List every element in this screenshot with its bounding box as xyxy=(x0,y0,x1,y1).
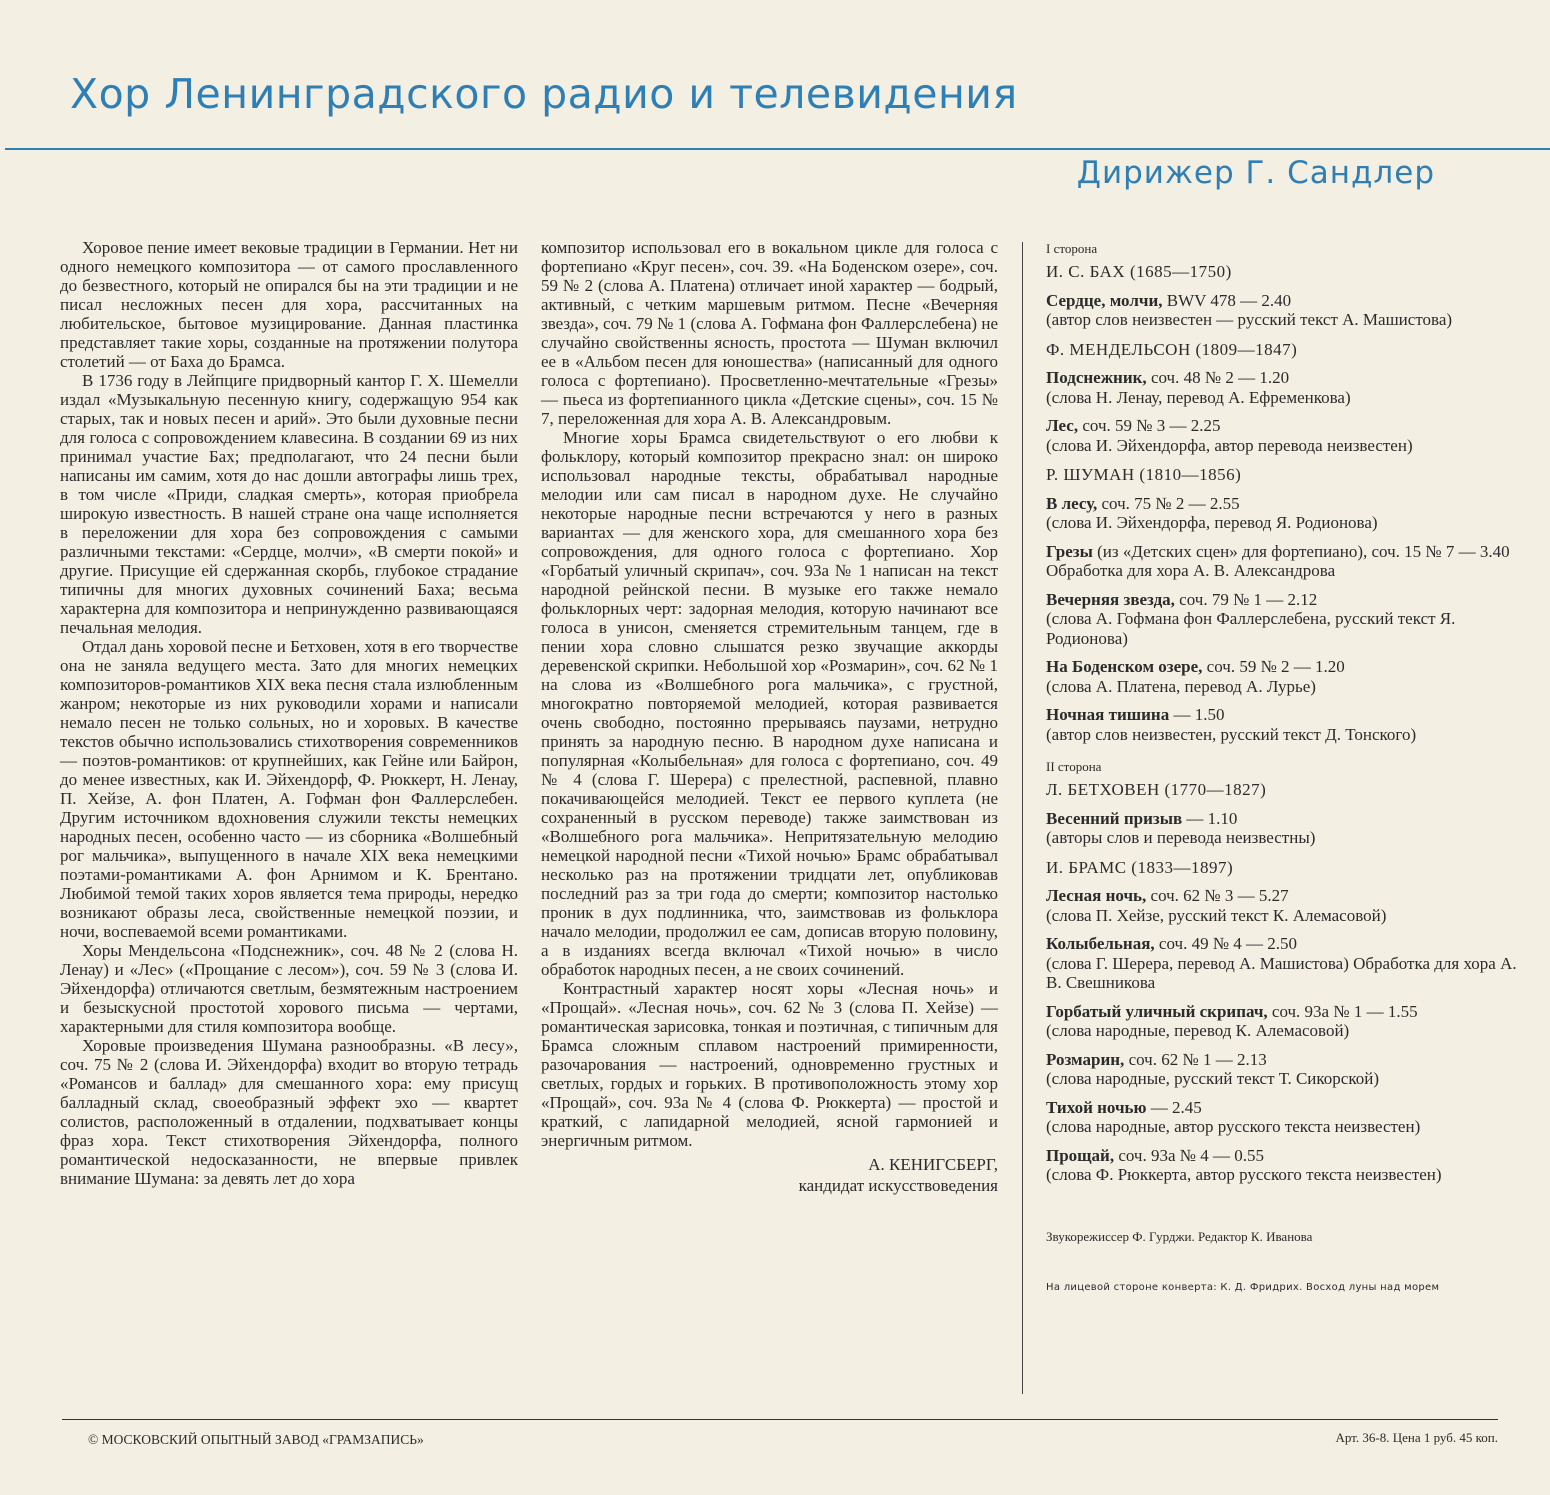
cover-art-note: На лицевой стороне конверта: К. Д. Фридрих. Восход луны над морем xyxy=(1046,1282,1440,1293)
album-title: Хор Ленинградского радио и телевидения xyxy=(70,70,1018,118)
track-entry xyxy=(1046,1050,1526,1089)
track-entry xyxy=(1046,809,1526,848)
composer-heading: И. БРАМС (1833—1897) xyxy=(1046,857,1234,877)
track-entry xyxy=(1046,934,1526,993)
essay-paragraph: Контрастный характер носят хоры «Лесная ночь» и «Прощай». «Лесная ночь», соч. 62 № 3 (слова П. Хейзе) — романтическая зарисовка, тонкая и поэтичная, с типичным для Брамса сложным сплавом настроений примиренности, разочарования — настроений, одновременно грустных и светлых, гордых и горьких. В противоположность этому хор «Прощай», соч. 93а № 4 (слова Ф. Рюккерта) — простой и краткий, с лапидарной мелодией, ясной гармонией и энергичным ритмом. xyxy=(541,979,998,1150)
track-info: соч. 62 № 3 — 5.27 xyxy=(1146,886,1289,905)
track-title: Прощай, xyxy=(1046,1145,1115,1165)
essay-paragraph: В 1736 году в Лейпциге придворный кантор Г. Х. Шемелли издал «Музыкальную песенную книгу, содержащую 954 как старых, так и новых песен и арий». Это были духовные песни для голоса с сопровождением клавесина. В создании 69 из них принимал участие Бах; предполагают, что 24 песни были написаны им самим, хотя до нас дошли автографы лишь трех, в том числе «Приди, сладкая смерть», которая приобрела широкую известность. В нашей стране она чаще исполняется в переложении для хора без сопровождения с самыми различными текстами: «Сердце, молчи», «В смерти покой» и другие. Присущие ей сдержанная скорбь, глубокое страдание типичны для многих духовных сочинений Баха; весьма характерна для композитора и непринужденно развивающаяся печальная мелодия. xyxy=(60,371,518,637)
track-info: — 1.10 xyxy=(1182,808,1238,828)
side-label: II сторона xyxy=(1046,759,1102,774)
publisher-line: © МОСКОВСКИЙ ОПЫТНЫЙ ЗАВОД «ГРАМЗАПИСЬ» xyxy=(88,1432,424,1447)
track-title: Сердце, молчи, xyxy=(1046,290,1163,310)
composer-heading: И. С. БАХ (1685—1750) xyxy=(1046,262,1232,281)
track-title: Грезы xyxy=(1046,541,1093,561)
track-info: соч. 48 № 2 — 1.20 xyxy=(1146,368,1290,387)
track-note: (авторы слов и перевода неизвестны) xyxy=(1046,828,1316,847)
track-note: Обработка для хора А. В. Александрова xyxy=(1046,561,1336,580)
track-note: (слова Г. Шерера, перевод А. Машистова) Обработка для хора А. В. Свешникова xyxy=(1046,953,1517,992)
track-note: (автор слов неизвестен, русский текст Д. Тонского) xyxy=(1046,724,1417,744)
composer-heading: Р. ШУМАН (1810—1856) xyxy=(1046,465,1242,484)
essay-paragraph: Хоры Мендельсона «Подснежник», соч. 48 № 2 (слова Н. Ленау) и «Лес» («Прощание с лесом»), соч. 59 № 3 (слова И. Эйхендорфа) отличаются светлым, безмятежным настроением и безыскусной простотой хорового письма — чертами, характерными для стиля композитора вообще. xyxy=(60,941,518,1036)
track-entry xyxy=(1046,368,1526,407)
production-credits: Звукорежиссер Ф. Гурджи. Редактор К. Иванова xyxy=(1046,1228,1313,1244)
track-info: BWV 478 — 2.40 xyxy=(1162,290,1292,310)
composer-heading: Ф. МЕНДЕЛЬСОН (1809—1847) xyxy=(1046,339,1298,359)
track-note: (слова П. Хейзе, русский текст К. Алемасовой) xyxy=(1046,905,1387,925)
track-info: — 2.45 xyxy=(1146,1097,1202,1117)
track-entry xyxy=(1046,886,1526,925)
track-title: Лесная ночь, xyxy=(1046,886,1147,905)
track-title: Горбатый уличный скрипач, xyxy=(1046,1001,1268,1021)
essay-paragraph: композитор использовал его в вокальном цикле для голоса с фортепиано «Круг песен», соч. 39. «На Боденском озере», соч. 59 № 2 (слова А. Платена) отличает иной характер — бодрый, активный, с четким маршевым ритмом. Песне «Вечерняя звезда», соч. 79 № 1 (слова А. Гофмана фон Фаллерслебена) не случайно свойственны ясность, простота — Шуман включил ее в «Альбом песен для юношества» (написанный для одного голоса с фортепиано). Просветленно-мечтательные «Грезы» — пьеса из фортепианного цикла «Детские сцены», соч. 15 № 7, переложенная для хора А. В. Александровым. xyxy=(541,238,998,428)
top-divider xyxy=(5,148,1550,150)
track-entry xyxy=(1046,1098,1526,1137)
track-info: соч. 93а № 4 — 0.55 xyxy=(1114,1145,1264,1165)
track-note: (слова Ф. Рюккерта, автор русского текста неизвестен) xyxy=(1046,1165,1442,1184)
author-title: кандидат искусствоведения xyxy=(798,1176,998,1195)
track-title: Лес, xyxy=(1046,416,1079,435)
track-entry xyxy=(1046,542,1526,581)
track-title: Вечерняя звезда, xyxy=(1046,589,1175,609)
track-info: (из «Детских сцен» для фортепиано), соч. 15 № 7 — 3.40 xyxy=(1092,541,1510,561)
track-note: (слова И. Эйхендорфа, автор перевода неизвестен) xyxy=(1046,435,1413,455)
track-title: Весенний призыв xyxy=(1046,808,1183,828)
track-entry xyxy=(1046,1146,1526,1185)
essay-paragraph: Хоровое пение имеет вековые традиции в Германии. Нет ни одного немецкого композитора — от самого прославленного до безвестного, который не опирался бы на эти традиции и не писал несложных песен для хора, рассчитанных на любительское, бытовое музицирование. Данная пластинка представляет такие хоры, созданные на протяжении полутора столетий — от Баха до Брамса. xyxy=(60,238,518,371)
track-info: соч. 59 № 3 — 2.25 xyxy=(1078,416,1221,435)
composer-heading: Л. БЕТХОВЕН (1770—1827) xyxy=(1046,780,1267,799)
track-info: соч. 59 № 2 — 1.20 xyxy=(1202,657,1345,676)
track-title: Тихой ночью xyxy=(1046,1097,1147,1117)
bottom-divider xyxy=(62,1419,1498,1420)
track-note: (слова народные, русский текст Т. Сикорской) xyxy=(1046,1069,1379,1088)
track-title: На Боденском озере, xyxy=(1046,657,1203,676)
track-note: (слова народные, перевод К. Алемасовой) xyxy=(1046,1021,1350,1040)
track-info: соч. 49 № 4 — 2.50 xyxy=(1154,934,1298,953)
essay-signature xyxy=(541,1154,998,1196)
track-info: соч. 79 № 1 — 2.12 xyxy=(1174,589,1318,609)
track-note: (слова Н. Ленау, перевод А. Ефременкова) xyxy=(1046,387,1351,407)
author-name: А. КЕНИГСБЕРГ, xyxy=(868,1155,998,1174)
track-entry xyxy=(1046,1002,1526,1041)
track-note: (слова народные, автор русского текста неизвестен) xyxy=(1046,1117,1421,1136)
track-note: (автор слов неизвестен — русский текст А. Машистова) xyxy=(1046,310,1453,329)
track-entry xyxy=(1046,705,1526,744)
track-entry xyxy=(1046,590,1526,649)
side-2-tracks xyxy=(1046,780,1526,1185)
essay-paragraph: Многие хоры Брамса свидетельствуют о его любви к фольклору, который композитор прекрасно знал: он широко использовал народные тексты, обрабатывал народные мелодии или сам писал в народном духе. Не случайно некоторые народные песни встречаются у него в разных вариантах — для женского хора, для смешанного хора без сопровождения, для одного голоса с фортепиано. Хор «Горбатый уличный скрипач», соч. 93а № 1 написан на текст народной рейнской песни. В музыке его также немало фольклорных черт: задорная мелодия, которую начинают все голоса в унисон, сменяется стремительным танцем, где в пении хора словно слышатся резко звучащие аккорды деревенской скрипки. Небольшой хор «Розмарин», соч. 62 № 1 на слова из «Волшебного рога мальчика», с грустной, многократно повторяемой мелодией, которая развивается очень свободно, постоянно прерываясь паузами, нетрудно принять за народную песню. В народном духе написана и популярная «Колыбельная» для голоса с фортепиано, соч. 49 № 4 (слова Г. Шерера) с прелестной, распевной, плавно покачивающейся мелодией. Текст ее первого куплета (не сохраненный в русском переводе) также заимствован из «Волшебного рога мальчика». Непритязательную мелодию немецкой народной песни «Тихой ночью» Брамс обрабатывал несколько раз на протяжении тридцати лет, опубликовав последний раз за три года до смерти; композитор настолько проник в дух подлинника, что, заимствовав из фольклора начало мелодии, продолжил ее сам, дописав вторую половину, а в изданиях всегда включал «Тихой ночью» в число обработок народных песен, а не своих сочинений. xyxy=(541,428,998,979)
track-title: В лесу, xyxy=(1046,493,1098,513)
track-info: соч. 62 № 1 — 2.13 xyxy=(1124,1049,1267,1069)
column-divider xyxy=(1022,242,1023,1394)
track-note: (слова И. Эйхендорфа, перевод Я. Родионова) xyxy=(1046,513,1378,532)
track-note: (слова А. Гофмана фон Фаллерслебена, русский текст Я. Родионова) xyxy=(1046,609,1456,648)
track-entry xyxy=(1046,416,1526,455)
side-1-tracks xyxy=(1046,262,1526,744)
essay-paragraph: Отдал дань хоровой песне и Бетховен, хотя в его творчестве она не заняла ведущего места. Зато для многих немецких композиторов-романтиков XIX века песня стала излюбленным жанром; некоторые из них руководили хорами и написали немало песен не только сольных, но и хоровых. В качестве текстов обычно использовались стихотворения современников — поэтов-романтиков: от крупнейших, как Гейне или Байрон, до менее известных, как И. Эйхендорф, Ф. Рюккерт, Н. Ленау, П. Хейзе, А. фон Платен, А. Гофман фон Фаллерслебен. Другим источником вдохновения служили тексты немецких народных песен, особенно часто — из сборника «Волшебный рог мальчика», выпущенного в начале XIX века немецкими поэтами-романтиками А. фон Арнимом и К. Брентано. Любимой темой таких хоров является тема природы, нередко возникают образы леса, свойственные немецкой поэзии, и ночи, воспеваемой всеми романтиками. xyxy=(60,637,518,941)
track-title: Ночная тишина xyxy=(1046,705,1170,724)
essay-column-2 xyxy=(541,238,998,1196)
track-entry xyxy=(1046,494,1526,533)
essay-paragraph: Хоровые произведения Шумана разнообразны. «В лесу», соч. 75 № 2 (слова И. Эйхендорфа) входит во вторую тетрадь «Романсов и баллад» для смешанного хора: ему присущ балладный склад, своеобразный эффект эхо — квартет солистов, расположенный в отдалении, подхватывает концы фраз хора. Текст стихотворения Эйхендорфа, полного романтической недосказанности, не впервые привлек внимание Шумана: за девять лет до хора xyxy=(60,1036,518,1188)
track-info: соч. 75 № 2 — 2.55 xyxy=(1097,493,1240,513)
essay-column-1 xyxy=(60,238,518,1188)
conductor-line: Дирижер Г. Сандлер xyxy=(1076,155,1435,191)
side-label: I сторона xyxy=(1046,241,1098,256)
track-entry xyxy=(1046,657,1526,696)
price-line: Арт. 36-8. Цена 1 руб. 45 коп. xyxy=(1335,1430,1498,1445)
tracklist xyxy=(1046,238,1526,1298)
track-info: — 1.50 xyxy=(1169,705,1225,724)
track-entry xyxy=(1046,291,1526,330)
track-note: (слова А. Платена, перевод А. Лурье) xyxy=(1046,676,1316,696)
track-title: Колыбельная, xyxy=(1046,934,1155,953)
track-title: Розмарин, xyxy=(1046,1049,1125,1069)
track-title: Подснежник, xyxy=(1046,368,1147,387)
track-info: соч. 93а № 1 — 1.55 xyxy=(1267,1001,1418,1021)
